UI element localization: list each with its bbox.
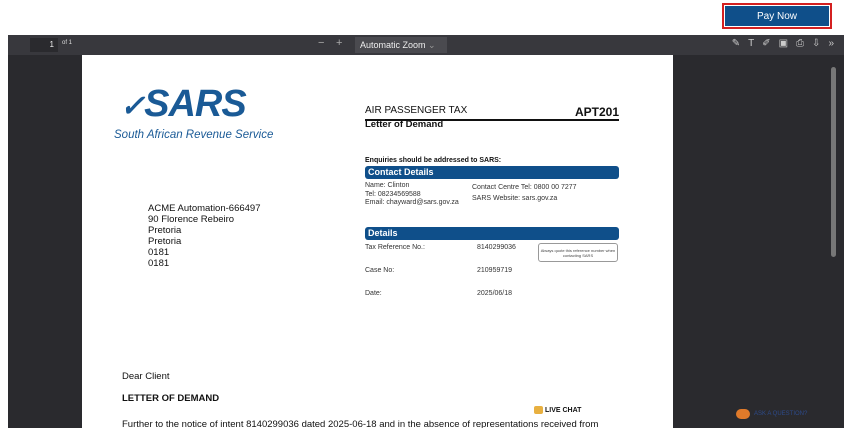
ask-question-button[interactable]: ASK A QUESTION?: [736, 409, 807, 419]
pay-now-label: Pay Now: [725, 6, 829, 26]
document-title: Letter of Demand: [365, 119, 444, 130]
recipient-address: ACME Automation-666497 90 Florence Rebeiro Pretoria Pretoria 0181 0181: [148, 203, 261, 269]
draw-icon[interactable]: ✐: [762, 38, 771, 49]
page-number-input[interactable]: 1: [30, 38, 58, 52]
detail-value: 210959719: [477, 267, 513, 274]
zoom-value: Automatic Zoom: [360, 40, 426, 50]
more-tools-icon[interactable]: »: [828, 38, 834, 49]
zoom-in-button[interactable]: +: [336, 37, 343, 49]
contact-details-header: Contact Details: [365, 166, 619, 179]
pdf-viewer: [8, 55, 844, 428]
detail-value: 2025/06/18: [477, 290, 513, 297]
detail-label: Tax Reference No.:: [365, 244, 425, 251]
detail-value: 8140299036: [477, 244, 516, 251]
detail-label: Case No:: [365, 267, 395, 274]
image-icon[interactable]: ▣: [778, 38, 789, 49]
chevron-down-icon: ⌄: [428, 40, 436, 50]
highlight-icon[interactable]: ✎: [731, 38, 741, 49]
tax-type-header: AIR PASSENGER TAX APT201: [365, 105, 619, 119]
chat-icon: [534, 406, 543, 414]
contact-left: Name: Clinton Tel: 08234569588 Email: chayward@sars.gov.za: [365, 182, 459, 206]
pay-now-button[interactable]: [722, 3, 832, 29]
pdf-page: [82, 55, 673, 428]
salutation: Dear Client: [122, 371, 170, 382]
print-icon[interactable]: ⎙: [796, 38, 805, 49]
pdf-toolbar: [8, 35, 844, 55]
save-icon[interactable]: ⇩: [812, 38, 821, 49]
text-icon[interactable]: T: [748, 38, 755, 49]
enquiries-label: Enquiries should be addressed to SARS:: [365, 157, 502, 164]
contact-right: Contact Centre Tel: 0800 00 7277 SARS Website: sars.gov.za: [472, 184, 577, 202]
letter-heading: LETTER OF DEMAND: [122, 393, 220, 404]
page-count: of 1: [62, 40, 73, 46]
sars-logo: ✓SARS: [120, 83, 246, 125]
chat-bubble-icon: [736, 409, 750, 419]
zoom-select[interactable]: [355, 37, 447, 53]
details-header: Details: [365, 227, 619, 240]
live-chat-button[interactable]: LIVE CHAT: [534, 405, 581, 415]
logo-subtitle: South African Revenue Service: [114, 129, 274, 141]
reference-note: Always quote this reference number when contacting SARS: [538, 243, 618, 262]
zoom-out-button[interactable]: −: [318, 37, 325, 49]
scrollbar[interactable]: [831, 67, 836, 257]
detail-label: Date:: [365, 290, 382, 297]
letter-paragraph: Further to the notice of intent 8140299036 dated 2025-06-18 and in the absence of representations received from: [122, 419, 599, 428]
